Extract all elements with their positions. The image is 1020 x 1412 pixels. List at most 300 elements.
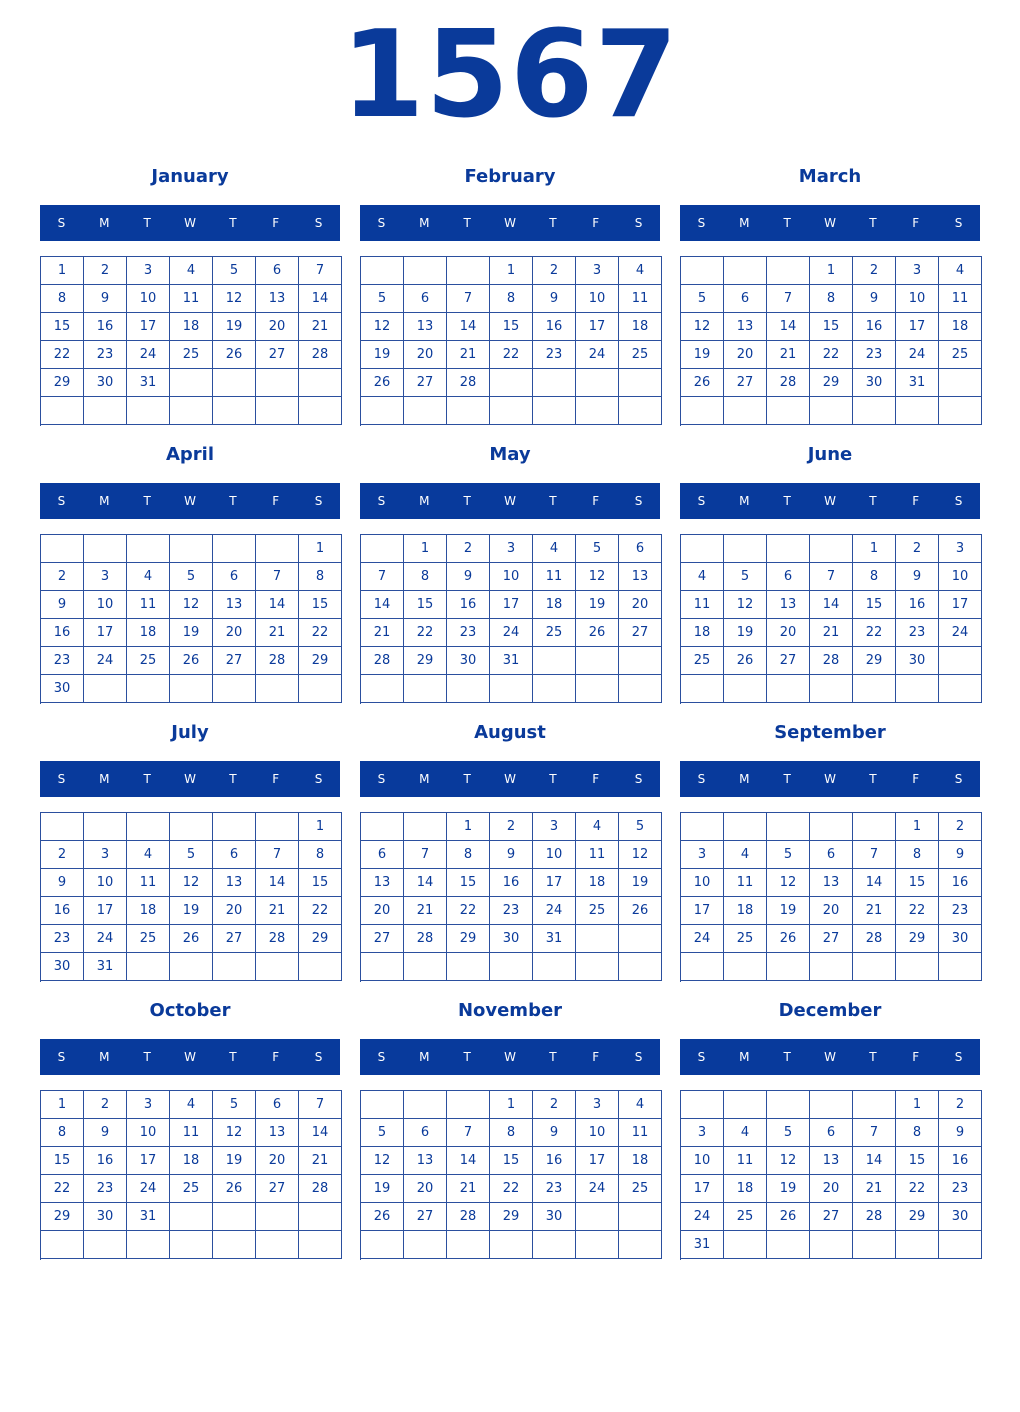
day-cell: 11 (170, 285, 213, 313)
day-cell: 9 (853, 285, 896, 313)
day-grid (680, 534, 982, 704)
day-cell (853, 953, 896, 981)
day-cell (127, 675, 170, 703)
day-cell: 19 (170, 619, 213, 647)
day-cell: 8 (41, 285, 84, 313)
day-cell: 30 (84, 1203, 127, 1231)
day-cell (939, 397, 982, 425)
day-cell: 28 (810, 647, 853, 675)
day-cell: 17 (576, 1147, 619, 1175)
day-cell (84, 675, 127, 703)
day-cell: 21 (299, 1147, 342, 1175)
day-cell: 9 (84, 1119, 127, 1147)
weekday-label: T (143, 1050, 151, 1064)
weekday-label: W (504, 494, 516, 508)
day-cell: 13 (404, 313, 447, 341)
day-cell: 7 (853, 841, 896, 869)
day-cell: 10 (896, 285, 939, 313)
day-cell: 22 (447, 897, 490, 925)
weekday-label: S (954, 772, 963, 786)
day-cell: 29 (853, 647, 896, 675)
day-cell: 20 (724, 341, 767, 369)
day-cell: 29 (896, 925, 939, 953)
month-title: June (807, 444, 853, 465)
day-cell: 17 (127, 313, 170, 341)
day-cell: 22 (41, 1175, 84, 1203)
day-cell (213, 813, 256, 841)
day-cell: 24 (533, 897, 576, 925)
day-cell (619, 925, 662, 953)
day-cell: 6 (361, 841, 404, 869)
day-cell (256, 675, 299, 703)
month-title: November (457, 1000, 563, 1021)
day-cell: 28 (361, 647, 404, 675)
day-cell: 6 (213, 563, 256, 591)
weekday-label: F (272, 216, 280, 230)
day-cell: 24 (681, 1203, 724, 1231)
day-grid (40, 1090, 342, 1260)
day-cell: 11 (533, 563, 576, 591)
day-cell: 28 (256, 647, 299, 675)
day-cell: 12 (213, 285, 256, 313)
day-cell (213, 369, 256, 397)
day-cell: 3 (84, 841, 127, 869)
weekday-label: S (697, 772, 706, 786)
day-cell: 21 (853, 897, 896, 925)
day-cell: 19 (767, 1175, 810, 1203)
day-grid (40, 256, 342, 426)
day-cell: 24 (681, 925, 724, 953)
day-cell: 29 (404, 647, 447, 675)
day-cell: 15 (896, 869, 939, 897)
day-cell: 24 (84, 647, 127, 675)
day-cell: 12 (576, 563, 619, 591)
day-cell: 7 (810, 563, 853, 591)
day-cell (404, 1231, 447, 1259)
day-cell (404, 397, 447, 425)
day-cell: 30 (533, 1203, 576, 1231)
day-cell (447, 1091, 490, 1119)
day-cell: 30 (41, 953, 84, 981)
weekday-label: T (143, 772, 151, 786)
day-cell (404, 1091, 447, 1119)
weekday-label: W (184, 772, 196, 786)
day-cell (810, 813, 853, 841)
day-cell: 4 (127, 841, 170, 869)
day-cell: 18 (619, 1147, 662, 1175)
day-cell: 11 (724, 1147, 767, 1175)
day-cell: 10 (681, 1147, 724, 1175)
day-cell: 3 (84, 563, 127, 591)
weekday-label: S (954, 494, 963, 508)
day-cell: 28 (299, 341, 342, 369)
weekday-label: T (869, 772, 877, 786)
day-cell: 23 (533, 341, 576, 369)
weekday-label: M (419, 216, 430, 230)
day-cell: 22 (41, 341, 84, 369)
weekday-label: T (229, 494, 237, 508)
day-grid (40, 534, 342, 704)
day-cell: 14 (853, 1147, 896, 1175)
day-cell: 9 (896, 563, 939, 591)
weekday-header (360, 205, 660, 241)
weekday-label: W (824, 1050, 836, 1064)
day-cell: 31 (84, 953, 127, 981)
day-cell (256, 397, 299, 425)
day-cell: 10 (127, 285, 170, 313)
day-cell: 27 (256, 341, 299, 369)
day-cell: 10 (576, 1119, 619, 1147)
weekday-label: S (314, 494, 323, 508)
day-cell: 19 (576, 591, 619, 619)
month-july (40, 716, 340, 974)
day-cell: 24 (127, 341, 170, 369)
day-cell: 8 (299, 841, 342, 869)
day-cell: 29 (299, 647, 342, 675)
day-cell: 1 (299, 813, 342, 841)
day-cell (810, 1091, 853, 1119)
day-cell: 17 (533, 869, 576, 897)
day-cell: 30 (41, 675, 84, 703)
weekday-header (680, 761, 980, 797)
day-cell (299, 369, 342, 397)
day-cell (84, 1231, 127, 1259)
day-cell: 21 (853, 1175, 896, 1203)
day-cell: 12 (213, 1119, 256, 1147)
day-cell (533, 397, 576, 425)
day-cell: 15 (853, 591, 896, 619)
day-cell (170, 675, 213, 703)
weekday-label: T (783, 772, 791, 786)
day-cell: 17 (84, 897, 127, 925)
day-cell: 28 (404, 925, 447, 953)
weekday-label: W (184, 216, 196, 230)
day-cell (213, 1231, 256, 1259)
weekday-label: T (783, 216, 791, 230)
day-cell: 23 (533, 1175, 576, 1203)
day-cell (361, 1091, 404, 1119)
day-cell: 26 (767, 1203, 810, 1231)
day-cell (767, 1091, 810, 1119)
day-cell (170, 535, 213, 563)
day-cell (533, 953, 576, 981)
day-cell: 5 (361, 1119, 404, 1147)
weekday-label: S (634, 216, 643, 230)
day-cell: 16 (853, 313, 896, 341)
day-cell: 9 (41, 591, 84, 619)
day-cell (576, 397, 619, 425)
day-grid (680, 1090, 982, 1260)
day-cell: 19 (681, 341, 724, 369)
day-cell: 16 (533, 313, 576, 341)
day-cell: 6 (810, 1119, 853, 1147)
day-cell: 3 (939, 535, 982, 563)
day-cell: 14 (361, 591, 404, 619)
weekday-label: W (184, 1050, 196, 1064)
day-cell: 4 (724, 841, 767, 869)
day-cell: 22 (299, 619, 342, 647)
day-cell: 27 (810, 1203, 853, 1231)
day-cell: 13 (619, 563, 662, 591)
day-cell: 31 (127, 1203, 170, 1231)
weekday-label: W (504, 772, 516, 786)
month-title: March (798, 166, 862, 187)
day-cell: 19 (361, 1175, 404, 1203)
day-cell (724, 535, 767, 563)
day-cell: 5 (767, 1119, 810, 1147)
day-cell: 26 (213, 1175, 256, 1203)
day-cell (41, 813, 84, 841)
day-cell: 1 (41, 257, 84, 285)
day-cell: 12 (681, 313, 724, 341)
day-cell: 5 (213, 1091, 256, 1119)
day-cell (619, 1203, 662, 1231)
day-cell (361, 953, 404, 981)
day-cell: 16 (41, 619, 84, 647)
day-cell: 27 (256, 1175, 299, 1203)
day-cell: 9 (533, 1119, 576, 1147)
day-cell: 30 (490, 925, 533, 953)
weekday-label: M (739, 216, 750, 230)
weekday-label: F (912, 772, 920, 786)
day-cell: 20 (810, 897, 853, 925)
weekday-label: S (954, 216, 963, 230)
day-cell: 25 (681, 647, 724, 675)
day-cell: 23 (447, 619, 490, 647)
day-cell: 30 (939, 925, 982, 953)
day-cell: 19 (361, 341, 404, 369)
month-february (360, 160, 660, 390)
day-cell: 9 (939, 841, 982, 869)
month-title: December (778, 1000, 882, 1021)
day-cell: 27 (404, 369, 447, 397)
day-cell: 14 (447, 1147, 490, 1175)
day-cell: 5 (170, 841, 213, 869)
day-cell: 6 (404, 285, 447, 313)
day-cell: 7 (361, 563, 404, 591)
day-cell (41, 535, 84, 563)
day-cell (361, 535, 404, 563)
day-cell: 27 (213, 925, 256, 953)
day-cell: 16 (84, 313, 127, 341)
day-cell: 1 (490, 257, 533, 285)
day-cell: 10 (939, 563, 982, 591)
day-cell: 15 (447, 869, 490, 897)
day-cell: 21 (767, 341, 810, 369)
day-cell (490, 397, 533, 425)
day-cell: 13 (724, 313, 767, 341)
day-cell: 26 (724, 647, 767, 675)
day-cell: 20 (213, 619, 256, 647)
day-cell: 3 (533, 813, 576, 841)
day-cell: 6 (619, 535, 662, 563)
day-cell: 29 (490, 1203, 533, 1231)
day-cell (810, 535, 853, 563)
day-cell: 9 (41, 869, 84, 897)
day-cell: 24 (576, 1175, 619, 1203)
weekday-label: T (869, 1050, 877, 1064)
day-cell: 27 (810, 925, 853, 953)
day-cell: 2 (939, 813, 982, 841)
day-cell: 26 (576, 619, 619, 647)
day-cell: 26 (361, 369, 404, 397)
day-cell: 21 (810, 619, 853, 647)
day-cell: 2 (896, 535, 939, 563)
day-cell: 29 (299, 925, 342, 953)
weekday-header (40, 483, 340, 519)
day-cell: 11 (127, 591, 170, 619)
day-cell: 27 (213, 647, 256, 675)
day-cell: 1 (853, 535, 896, 563)
day-cell: 17 (127, 1147, 170, 1175)
weekday-label: M (99, 216, 110, 230)
day-cell: 23 (41, 925, 84, 953)
weekday-label: S (634, 1050, 643, 1064)
weekday-label: T (463, 1050, 471, 1064)
day-cell (724, 1231, 767, 1259)
day-cell (533, 1231, 576, 1259)
weekday-label: S (634, 772, 643, 786)
day-cell: 2 (84, 257, 127, 285)
day-cell (84, 397, 127, 425)
day-cell (299, 1231, 342, 1259)
weekday-label: W (824, 216, 836, 230)
day-cell: 28 (447, 1203, 490, 1231)
day-cell: 18 (170, 1147, 213, 1175)
day-cell: 8 (41, 1119, 84, 1147)
day-cell: 20 (404, 1175, 447, 1203)
month-title: September (774, 722, 886, 743)
weekday-label: M (419, 772, 430, 786)
day-cell: 4 (170, 257, 213, 285)
weekday-label: W (824, 772, 836, 786)
weekday-label: F (592, 494, 600, 508)
day-cell: 19 (170, 897, 213, 925)
day-cell (939, 953, 982, 981)
day-cell (256, 1203, 299, 1231)
day-cell: 5 (619, 813, 662, 841)
day-cell (447, 397, 490, 425)
day-cell: 15 (299, 591, 342, 619)
day-cell (619, 397, 662, 425)
day-cell: 19 (619, 869, 662, 897)
day-cell: 16 (533, 1147, 576, 1175)
day-cell: 2 (41, 563, 84, 591)
month-title: July (171, 722, 209, 743)
day-cell: 13 (810, 869, 853, 897)
day-cell: 10 (490, 563, 533, 591)
weekday-header (40, 761, 340, 797)
day-cell (619, 675, 662, 703)
day-cell (127, 813, 170, 841)
day-cell: 12 (767, 1147, 810, 1175)
day-cell (767, 813, 810, 841)
day-cell (896, 1231, 939, 1259)
day-cell: 18 (619, 313, 662, 341)
day-grid (40, 812, 342, 982)
day-cell: 16 (41, 897, 84, 925)
day-cell: 5 (213, 257, 256, 285)
day-cell: 19 (213, 1147, 256, 1175)
day-cell (810, 1231, 853, 1259)
day-cell: 2 (939, 1091, 982, 1119)
weekday-label: T (143, 216, 151, 230)
weekday-label: F (912, 1050, 920, 1064)
day-cell (853, 1231, 896, 1259)
day-cell (256, 813, 299, 841)
day-cell: 3 (681, 1119, 724, 1147)
day-cell: 18 (127, 619, 170, 647)
weekday-label: M (419, 494, 430, 508)
day-cell (767, 1231, 810, 1259)
day-cell: 7 (853, 1119, 896, 1147)
day-cell: 8 (896, 841, 939, 869)
day-cell: 29 (41, 1203, 84, 1231)
day-cell: 19 (724, 619, 767, 647)
day-cell: 17 (939, 591, 982, 619)
weekday-label: S (57, 1050, 66, 1064)
day-cell: 23 (84, 1175, 127, 1203)
day-cell: 23 (41, 647, 84, 675)
day-cell: 14 (404, 869, 447, 897)
day-grid (360, 812, 662, 982)
day-cell: 13 (213, 591, 256, 619)
day-cell (576, 647, 619, 675)
day-cell: 1 (447, 813, 490, 841)
day-cell (853, 397, 896, 425)
day-cell (447, 257, 490, 285)
weekday-label: T (463, 494, 471, 508)
day-cell: 13 (256, 1119, 299, 1147)
weekday-label: W (504, 216, 516, 230)
day-grid (680, 812, 982, 982)
weekday-label: T (549, 1050, 557, 1064)
weekday-header (680, 483, 980, 519)
day-cell: 18 (681, 619, 724, 647)
day-cell: 21 (447, 341, 490, 369)
month-may (360, 438, 660, 668)
weekday-label: F (912, 494, 920, 508)
day-cell: 9 (447, 563, 490, 591)
day-cell: 6 (724, 285, 767, 313)
day-cell (939, 647, 982, 675)
day-cell: 23 (939, 897, 982, 925)
day-cell (361, 1231, 404, 1259)
day-cell: 24 (127, 1175, 170, 1203)
day-cell (724, 675, 767, 703)
day-cell: 4 (533, 535, 576, 563)
day-cell: 14 (810, 591, 853, 619)
day-cell (681, 813, 724, 841)
day-grid (360, 1090, 662, 1260)
day-cell: 2 (853, 257, 896, 285)
day-cell: 15 (299, 869, 342, 897)
day-cell (213, 397, 256, 425)
day-cell: 7 (767, 285, 810, 313)
day-cell (256, 1231, 299, 1259)
day-cell: 1 (299, 535, 342, 563)
day-cell (361, 397, 404, 425)
day-cell: 22 (490, 341, 533, 369)
day-cell: 14 (853, 869, 896, 897)
day-cell: 24 (490, 619, 533, 647)
day-cell (767, 257, 810, 285)
day-cell: 30 (447, 647, 490, 675)
weekday-label: T (229, 1050, 237, 1064)
day-cell (490, 675, 533, 703)
day-cell: 20 (404, 341, 447, 369)
weekday-header (360, 1039, 660, 1075)
